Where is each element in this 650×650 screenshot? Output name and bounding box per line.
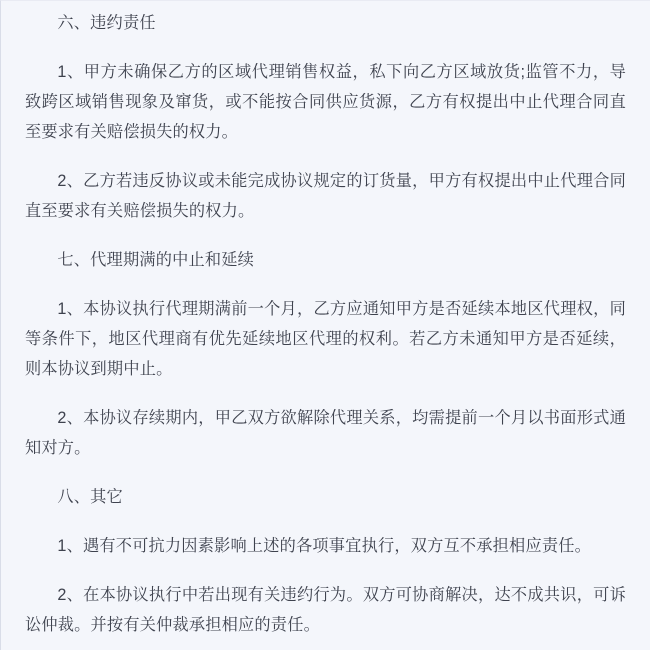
paragraph-misc-clause-1: 1、遇有不可抗力因素影响上述的各项事宜执行，双方互不承担相应责任。 bbox=[57, 537, 591, 555]
section-heading-miscellaneous: 八、其它 bbox=[57, 488, 123, 506]
paragraph-breach-clause-1: 1、甲方未确保乙方的区域代理销售权益，私下向乙方区域放货;监管不力，导致跨区域销售现象及窜货，或不能按合同供应货源，乙方有权提出中止代理合同直至要求有关赔偿损失的权力。 bbox=[25, 63, 626, 141]
paragraph-term-clause-1: 1、本协议执行代理期满前一个月，乙方应通知甲方是否延续本地区代理权，同等条件下，地区代理商有优先延续地区代理的权利。若乙方未通知甲方是否延续，则本协议到期中止。 bbox=[25, 300, 626, 378]
section-heading-term-termination-renewal: 七、代理期满的中止和延续 bbox=[57, 251, 255, 269]
paragraph-misc-clause-2: 2、在本协议执行中若出现有关违约行为。双方可协商解决，达不成共识，可诉讼仲裁。并按有关仲裁承担相应的责任。 bbox=[25, 586, 626, 634]
section-heading-breach-liability: 六、违约责任 bbox=[57, 14, 156, 32]
paragraph-term-clause-2: 2、本协议存续期内，甲乙双方欲解除代理关系，均需提前一个月以书面形式通知对方。 bbox=[25, 409, 626, 457]
paragraph-breach-clause-2: 2、乙方若违反协议或未能完成协议规定的订货量，甲方有权提出中止代理合同直至要求有关赔偿损失的权力。 bbox=[25, 172, 626, 220]
